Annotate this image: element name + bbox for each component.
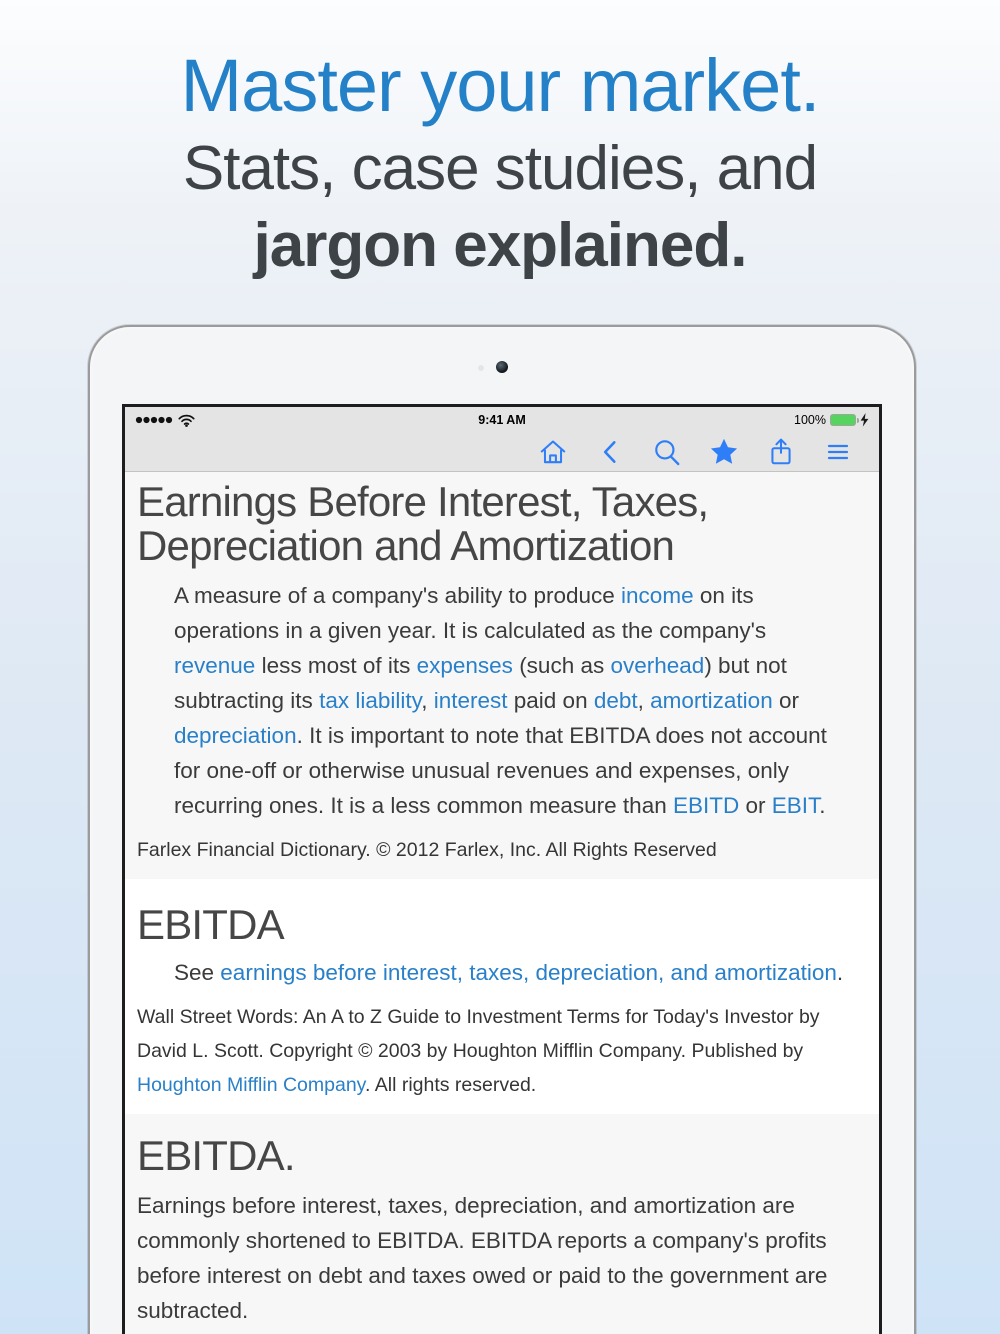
menu-icon xyxy=(824,439,852,465)
source-attribution xyxy=(137,833,867,867)
text-run: EBITDA. xyxy=(137,1132,295,1179)
inline-link[interactable]: income xyxy=(621,583,694,608)
text-run: , xyxy=(637,688,651,713)
text-run: paid on xyxy=(507,688,594,713)
text-run: . xyxy=(836,960,844,985)
text-run: , xyxy=(421,688,434,713)
home-button[interactable] xyxy=(538,437,568,467)
home-icon xyxy=(538,437,568,467)
text-run: for one-off or otherwise unusual revenues and expenses, only xyxy=(174,758,789,783)
ipad-device-frame xyxy=(88,325,916,1334)
menu-button[interactable] xyxy=(823,437,853,467)
entry-heading xyxy=(137,903,867,947)
text-line xyxy=(174,718,867,753)
inline-link[interactable]: debt xyxy=(593,688,638,713)
battery-icon xyxy=(830,414,856,426)
text-run: less most of its xyxy=(255,653,417,678)
text-run: (such as xyxy=(512,653,611,678)
text-run: Wall Street Words: An A to Z Guide to Investment Terms for Today's Investor by xyxy=(137,1006,820,1028)
hero-text-block xyxy=(0,0,1000,284)
text-line xyxy=(137,903,867,947)
share-icon xyxy=(766,437,796,467)
text-run: commonly shortened to EBITDA. EBITDA reports a company's profits xyxy=(137,1228,827,1253)
text-line xyxy=(137,1188,867,1223)
text-run: subtracting its xyxy=(174,688,320,713)
share-button[interactable] xyxy=(766,437,796,467)
text-line xyxy=(174,683,867,718)
text-run: or xyxy=(739,793,772,818)
text-run: before interest on debt and taxes owed or paid to the government are xyxy=(137,1263,828,1288)
entry-see-reference xyxy=(174,955,867,990)
text-run: A measure of a company's ability to produce xyxy=(174,583,622,608)
dictionary-content xyxy=(125,472,879,1334)
text-line xyxy=(174,753,867,788)
text-line xyxy=(137,1223,867,1258)
hero-subtitle-line2: jargon explained. xyxy=(253,211,747,280)
text-line xyxy=(174,788,867,823)
inline-link[interactable]: Houghton Mifflin Company xyxy=(137,1074,365,1096)
inline-link[interactable]: EBIT xyxy=(771,793,820,818)
navigation-toolbar xyxy=(125,433,879,472)
text-line xyxy=(137,480,867,524)
text-run: . xyxy=(819,793,826,818)
text-line xyxy=(137,1068,867,1102)
inline-link[interactable]: amortization xyxy=(650,688,773,713)
text-run: recurring ones. It is a less common measure than xyxy=(174,793,673,818)
search-icon xyxy=(652,437,682,467)
text-line xyxy=(174,578,867,613)
star-icon xyxy=(709,436,739,468)
text-run: David L. Scott. Copyright © 2003 by Houghton Mifflin Company. Published by xyxy=(137,1040,804,1062)
back-button[interactable] xyxy=(595,437,625,467)
charging-bolt-icon xyxy=(860,413,869,427)
entry-heading xyxy=(137,1134,867,1178)
text-run: . It is important to note that EBITDA does not account xyxy=(296,723,827,748)
inline-link[interactable]: earnings before interest, taxes, depreciation, and amortization xyxy=(220,960,837,985)
hero-subtitle-line1: Stats, case studies, and xyxy=(182,134,818,203)
inline-link[interactable]: tax liability xyxy=(319,688,422,713)
inline-link[interactable]: EBITD xyxy=(672,793,740,818)
text-line xyxy=(137,1000,867,1034)
text-run: Earnings before interest, taxes, depreciation, and amortization are xyxy=(137,1193,795,1218)
text-line xyxy=(137,1034,867,1068)
inline-link[interactable]: expenses xyxy=(416,653,513,678)
entry-definition xyxy=(137,1188,867,1328)
battery-percent-label: 100% xyxy=(794,413,826,427)
text-run: subtracted. xyxy=(137,1298,249,1323)
inline-link[interactable]: overhead xyxy=(610,653,705,678)
text-line xyxy=(174,955,867,990)
text-line xyxy=(174,648,867,683)
inline-link[interactable]: depreciation xyxy=(174,723,297,748)
ipad-screen xyxy=(122,404,882,1334)
inline-link[interactable]: revenue xyxy=(174,653,256,678)
text-line xyxy=(137,1134,867,1178)
ambient-sensor-dot xyxy=(478,365,484,371)
status-right-group xyxy=(794,413,869,427)
text-line xyxy=(137,833,867,867)
front-camera-icon xyxy=(496,361,508,373)
status-bar xyxy=(125,407,879,433)
text-run: or xyxy=(772,688,799,713)
back-chevron-icon xyxy=(598,437,622,467)
text-run: Earnings Before Interest, Taxes, xyxy=(137,478,709,525)
text-run: operations in a given year. It is calculated as the company's xyxy=(174,618,767,643)
text-run: See xyxy=(174,960,221,985)
hero-title: Master your market. xyxy=(180,44,820,127)
entry-heading xyxy=(137,480,867,568)
text-run: on its xyxy=(693,583,754,608)
text-line xyxy=(174,613,867,648)
entry-definition xyxy=(174,578,867,823)
text-run: Depreciation and Amortization xyxy=(137,522,675,569)
status-time: 9:41 AM xyxy=(478,413,526,427)
definition-section-wall-street-words xyxy=(125,879,879,1114)
text-line xyxy=(137,1293,867,1328)
source-attribution xyxy=(137,1000,867,1102)
search-button[interactable] xyxy=(652,437,682,467)
text-line xyxy=(137,1258,867,1293)
text-line xyxy=(137,524,867,568)
definition-section-farlex xyxy=(125,472,879,879)
text-run: EBITDA xyxy=(137,901,284,948)
inline-link[interactable]: interest xyxy=(433,688,508,713)
text-run: Farlex Financial Dictionary. © 2012 Farlex, Inc. All Rights Reserved xyxy=(137,839,717,861)
definition-section-ebitda xyxy=(125,1114,879,1334)
text-run: ) but not xyxy=(704,653,787,678)
text-run: . All rights reserved. xyxy=(364,1074,537,1096)
favorite-button[interactable] xyxy=(709,437,739,467)
